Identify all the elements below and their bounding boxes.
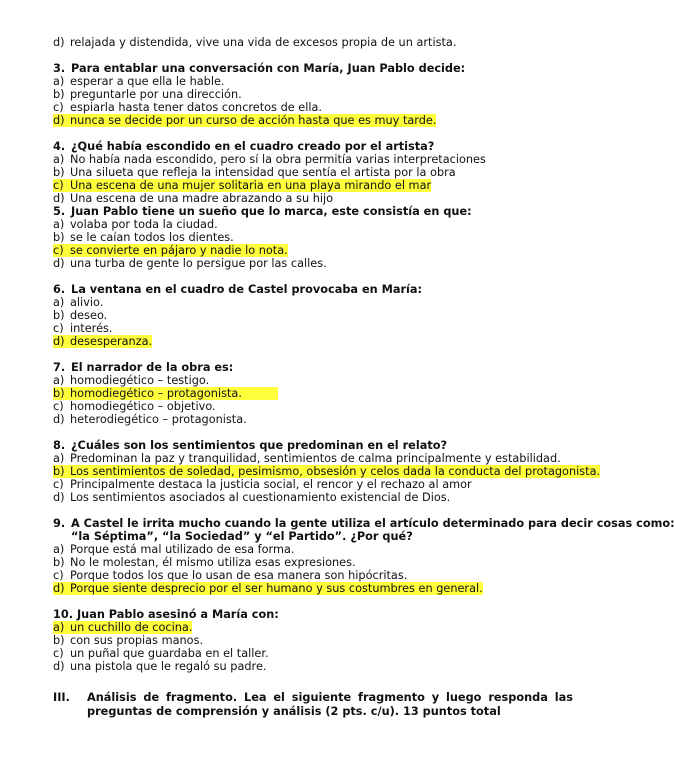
question-4-title: 4. ¿Qué había escondido en el cuadro creado por el artista?	[53, 140, 435, 153]
q2-option-d: d) relajada y distendida, vive una vida de excesos propia de un artista.	[53, 36, 457, 49]
question-10-title: 10. Juan Pablo asesinó a María con:	[53, 608, 279, 621]
question-9-option-d-highlighted: d) Porque siente desprecio por el ser humano y sus costumbres en general.	[53, 582, 483, 595]
question-7-option-c: c) homodiegético – objetivo.	[53, 400, 216, 413]
question-10-option-c: c) un puñal que guardaba en el taller.	[53, 647, 269, 660]
question-4-option-b: b) Una silueta que refleja la intensidad que sentía el artista por la obra	[53, 166, 456, 179]
question-3-option-c: c) espiarla hasta tener datos concretos de ella.	[53, 101, 323, 114]
question-8-title: 8. ¿Cuáles son los sentimientos que predominan en el relato?	[53, 439, 448, 452]
question-10-option-b: b) con sus propias manos.	[53, 634, 204, 647]
question-8-option-d: d) Los sentimientos asociados al cuestionamiento existencial de Dios.	[53, 491, 451, 504]
question-5-option-b: b) se le caían todos los dientes.	[53, 231, 234, 244]
question-4-option-a: a) No había nada escondido, pero sí la obra permitía varias interpretaciones	[53, 153, 486, 166]
question-3-title: 3. Para entablar una conversación con María, Juan Pablo decide:	[53, 62, 466, 75]
question-7-title: 7. El narrador de la obra es:	[53, 361, 234, 374]
question-6-option-c: c) interés.	[53, 322, 113, 335]
question-7-option-a: a) homodiegético – testigo.	[53, 374, 210, 387]
question-7-option-b-highlighted: b) homodiegético – protagonista.	[53, 387, 278, 400]
question-10-option-a-highlighted: a) un cuchillo de cocina.	[53, 621, 193, 634]
question-8-option-a: a) Predominan la paz y tranquilidad, sentimientos de calma principalmente y estabilidad.	[53, 452, 561, 465]
question-9-option-a: a) Porque está mal utilizado de esa forma.	[53, 543, 295, 556]
question-3-option-d-highlighted: d) nunca se decide por un curso de acción hasta que es muy tarde.	[53, 114, 437, 127]
question-3-option-b: b) preguntarle por una dirección.	[53, 88, 242, 101]
question-3-option-a: a) esperar a que ella le hable.	[53, 75, 225, 88]
question-8-option-b-highlighted: b) Los sentimientos de soledad, pesimismo, obsesión y celos dada la conducta del protagonista.	[53, 465, 601, 478]
question-10-option-d: d) una pistola que le regaló su padre.	[53, 660, 267, 673]
question-9-title-continued: “la Séptima”, “la Sociedad” y “el Partido”. ¿Por qué?	[71, 530, 413, 543]
question-9-title: 9. A Castel le irrita mucho cuando la gente utiliza el artículo determinado para decir cosas como:	[53, 517, 675, 530]
question-8-option-c: c) Principalmente destaca la justicia social, el rencor y el rechazo al amor	[53, 478, 472, 491]
question-5-option-c-highlighted: c) se convierte en pájaro y nadie lo nota.	[53, 244, 288, 257]
question-6-option-b: b) deseo.	[53, 309, 108, 322]
question-6-title: 6. La ventana en el cuadro de Castel provocaba en María:	[53, 283, 423, 296]
question-7-option-d: d) heterodiegético – protagonista.	[53, 413, 247, 426]
section-iii-instructions: III. Análisis de fragmento. Lea el siguiente fragmento y luego responda las preguntas de comprensión y análisis (2 pts. c/u). 13 puntos total	[53, 691, 573, 718]
question-4-option-d: d) Una escena de una madre abrazando a su hijo	[53, 192, 334, 205]
question-5-title: 5. Juan Pablo tiene un sueño que lo marca, este consistía en que:	[53, 205, 472, 218]
question-9-option-c: c) Porque todos los que lo usan de esa manera son hipócritas.	[53, 569, 408, 582]
question-5-option-a: a) volaba por toda la ciudad.	[53, 218, 218, 231]
question-6-option-a: a) alivio.	[53, 296, 104, 309]
question-5-option-d: d) una turba de gente lo persigue por las calles.	[53, 257, 327, 270]
question-4-option-c-highlighted: c) Una escena de una mujer solitaria en una playa mirando el mar	[53, 179, 432, 192]
question-9-option-b: b) No le molestan, él mismo utiliza esas expresiones.	[53, 556, 356, 569]
question-6-option-d-highlighted: d) desesperanza.	[53, 335, 153, 348]
